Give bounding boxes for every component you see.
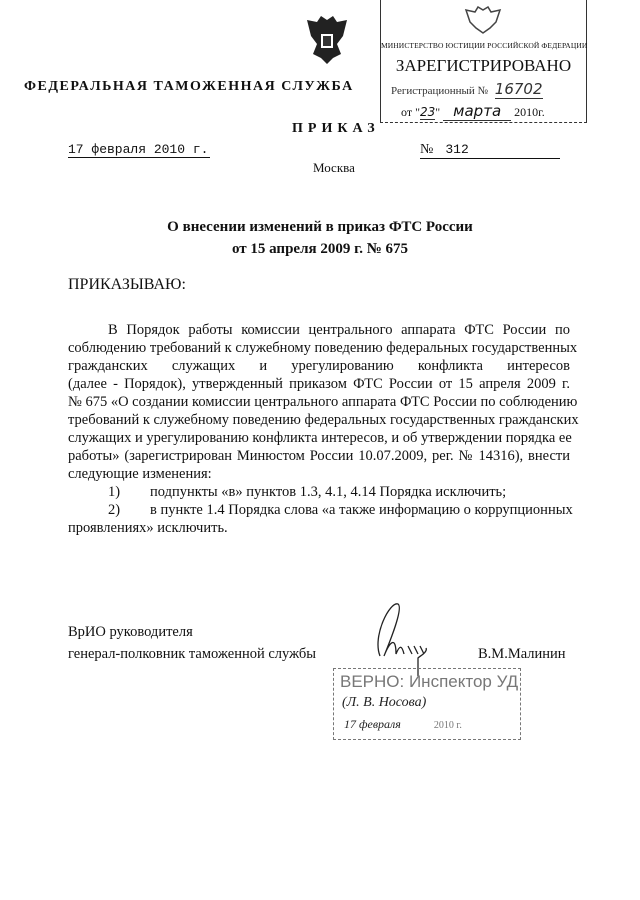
body-line: соблюдению требований к служебному поведению федеральных государственных bbox=[68, 340, 578, 356]
number-value: 312 bbox=[445, 142, 469, 157]
coat-of-arms-emblem bbox=[303, 14, 351, 66]
verification-stamp bbox=[333, 668, 521, 740]
order-date: 17 февраля 2010 г. bbox=[68, 142, 209, 157]
registration-number-label: Регистрационный № bbox=[391, 85, 489, 97]
body-line: служащих и урегулированию конфликта интересов, и об утверждении порядка ее bbox=[68, 430, 572, 446]
handwritten-signature bbox=[370, 596, 440, 676]
signatory-rank: генерал-полковник таможенной службы bbox=[68, 646, 317, 662]
registration-number: 16702 bbox=[494, 80, 543, 98]
body-line: гражданских служащих и урегулированию конфликта интересов bbox=[68, 358, 570, 374]
verification-text: ВЕРНО: Инспектор УД bbox=[340, 672, 519, 691]
body-line: № 675 «О создании комиссии центрального аппарата ФТС России по соблюдению bbox=[68, 394, 578, 410]
signatory-name: В.М.Малинин bbox=[478, 646, 566, 662]
verifier-name: (Л. В. Носова) bbox=[342, 695, 427, 710]
signatory-position: ВрИО руководителя bbox=[68, 624, 193, 640]
registered-label: ЗАРЕГИСТРИРОВАНО bbox=[395, 56, 572, 75]
item-number: 2) bbox=[108, 502, 121, 518]
body-line: требований к служебному поведению федеральных государственных гражданских bbox=[68, 412, 579, 428]
verification-day-month: 17 февраля bbox=[344, 717, 401, 731]
registration-year: 2010 bbox=[514, 105, 539, 119]
number-label: № bbox=[420, 142, 434, 157]
order-number bbox=[420, 142, 560, 159]
item-number: 1) bbox=[108, 484, 121, 500]
body-line: (далее - Порядок), утвержденный приказом ФТС России от 15 апреля 2009 г. bbox=[68, 376, 570, 392]
registration-date: от "23" марта 2010г. bbox=[401, 102, 545, 120]
item-text: в пункте 1.4 Порядка слова «а также информацию о коррупционных bbox=[150, 502, 573, 518]
registration-number-row bbox=[391, 80, 543, 98]
body-line: следующие изменения: bbox=[68, 466, 212, 482]
title-line-2: от 15 апреля 2009 г. № 675 bbox=[231, 241, 409, 257]
verification-year: 2010 г. bbox=[433, 720, 462, 731]
verification-date bbox=[344, 717, 462, 732]
ministry-label: МИНИСТЕРСТВО ЮСТИЦИИ РОССИЙСКОЙ ФЕДЕРАЦИИ bbox=[381, 41, 588, 50]
body-line: В Порядок работы комиссии центрального аппарата ФТС России по bbox=[108, 322, 570, 338]
registration-month: марта bbox=[443, 102, 511, 121]
city: Москва bbox=[313, 160, 355, 175]
agency-name: ФЕДЕРАЛЬНАЯ ТАМОЖЕННАЯ СЛУЖБА bbox=[24, 79, 354, 94]
item-text-continued: проявлениях» исключить. bbox=[68, 520, 228, 536]
date-prefix: от " bbox=[401, 105, 420, 119]
order-word: ПРИКАЗЫВАЮ: bbox=[68, 276, 186, 293]
body-line: работы» (зарегистрирован Минюстом России 10.07.2009, рег. № 14316), внести bbox=[68, 448, 570, 464]
title-line-1: О внесении изменений в приказ ФТС России bbox=[167, 219, 473, 235]
registration-stamp bbox=[380, 0, 587, 123]
registration-day: 23 bbox=[419, 105, 436, 119]
document-type: ПРИКАЗ bbox=[292, 121, 380, 136]
year-suffix: г. bbox=[538, 105, 545, 119]
item-text: подпункты «в» пунктов 1.3, 4.1, 4.14 Порядка исключить; bbox=[150, 484, 507, 500]
eagle-icon bbox=[463, 6, 503, 34]
